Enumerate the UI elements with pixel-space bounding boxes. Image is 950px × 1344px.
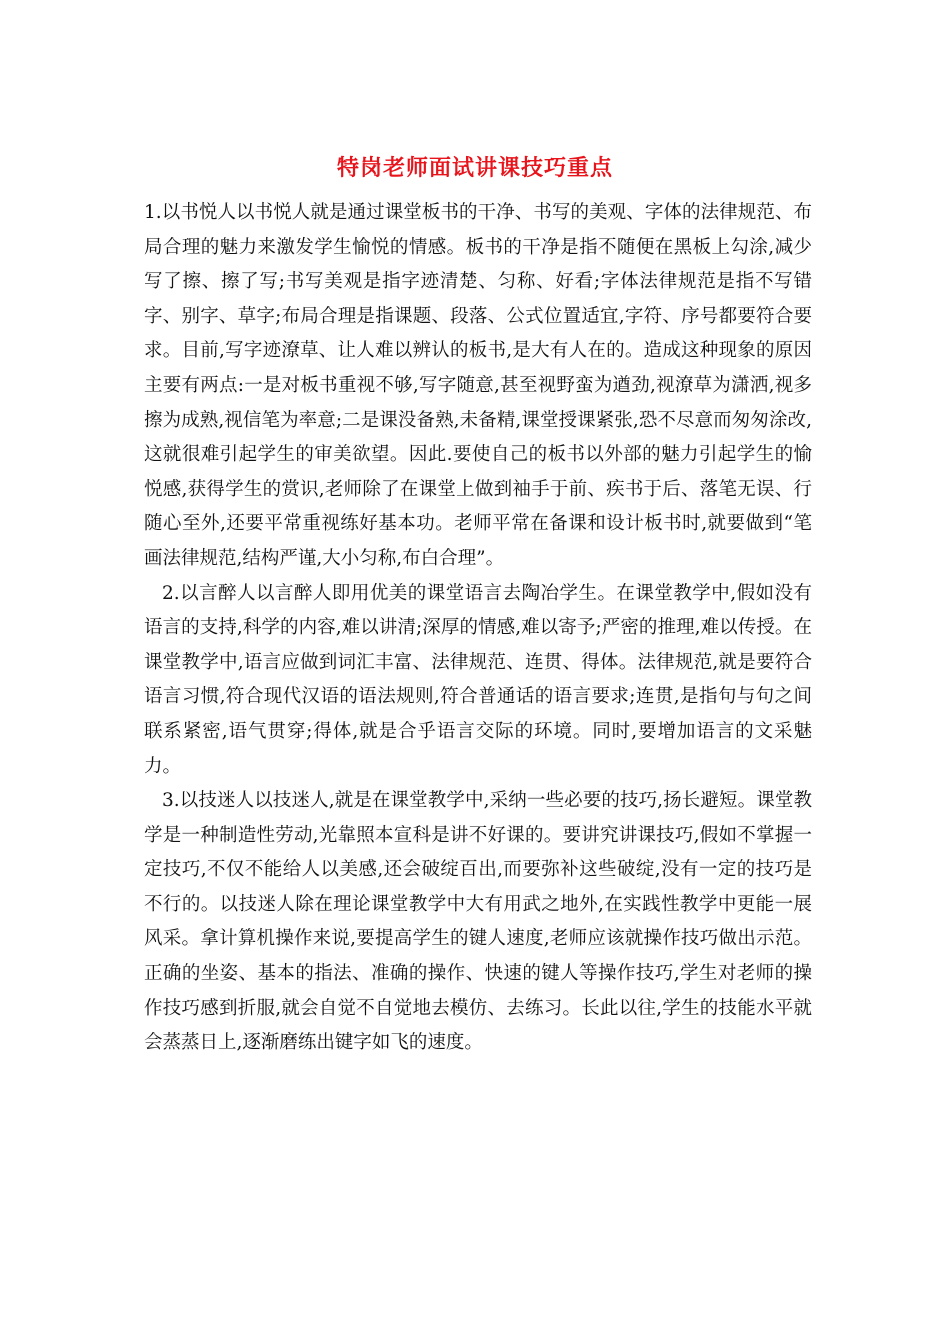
paragraph-3: 3.以技迷人以技迷人,就是在课堂教学中,采纳一些必要的技巧,扬长避短。课堂教学是一种制造性劳动,光靠照本宣科是讲不好课的。要讲究讲课技巧,假如不掌握一定技巧,不仅不能给人以美感,还会破绽百出,而要弥补这些破绽,没有一定的技巧是不行的。以技迷人除在理论课堂教学中大有用武之地外,在实践性教学中更能一展风采。拿计算机操作来说,要提高学生的键人速度,老师应该就操作技巧做出示范。正确的坐姿、基本的指法、准确的操作、快速的键人等操作技巧,学生对老师的操作技巧感到折服,就会自觉不自觉地去模仿、去练习。长此以往,学生的技能水平就会蒸蒸日上,逐渐磨练出键字如飞的速度。 xyxy=(144,790,812,1054)
paragraph-1: 1.以书悦人以书悦人就是通过课堂板书的干净、书写的美观、字体的法律规范、布局合理的魅力来激发学生愉悦的情感。板书的干净是指不随便在黑板上勾涂,减少写了擦、擦了写;书写美观是指字迹清楚、匀称、好看;字体法律规范是指不写错字、别字、草字;布局合理是指课题、段落、公式位置适宜,字符、序号都要符合要求。目前,写字迹潦草、让人难以辨认的板书,是大有人在的。造成这种现象的原因主要有两点:一是对板书重视不够,写字随意,甚至视野蛮为遒劲,视潦草为潇洒,视多擦为成熟,视信笔为率意;二是课没备熟,未备精,课堂授课紧张,恐不尽意而匆匆涂改,这就很难引起学生的审美欲望。因此.要使自己的板书以外部的魅力引起学生的愉悦感,获得学生的赏识,老师除了在课堂上做到袖手于前、疾书于后、落笔无误、行随心至外,还要平常重视练好基本功。老师平常在备课和设计板书时,就要做到“笔画法律规范,结构严谨,大小匀称,布白合理”。 xyxy=(144,202,812,569)
paragraph-2: 2.以言醉人以言醉人即用优美的课堂语言去陶冶学生。在课堂教学中,假如没有语言的支持,科学的内容,难以讲清;深厚的情感,难以寄予;严密的推理,难以传授。在课堂教学中,语言应做到词汇丰富、法律规范、连贯、得体。法律规范,就是要符合语言习惯,符合现代汉语的语法规则,符合普通话的语言要求;连贯,是指句与句之间联系紧密,语气贯穿;得体,就是合乎语言交际的环境。同时,要增加语言的文采魅力。 xyxy=(144,582,812,777)
document-title: 特岗老师面试讲课技巧重点 xyxy=(336,155,613,181)
document-body xyxy=(144,196,812,1061)
